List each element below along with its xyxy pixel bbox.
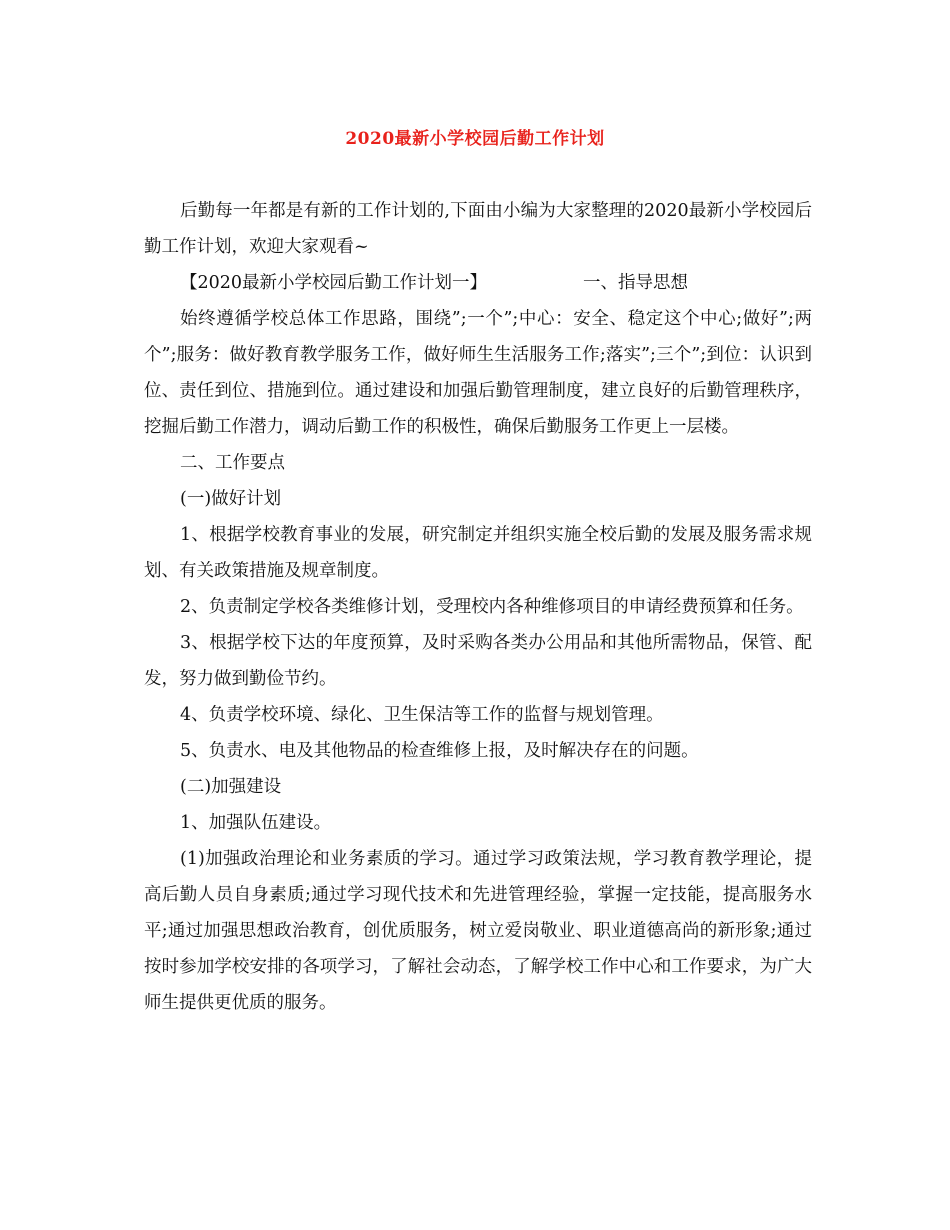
- plan-item-3: 3、根据学校下达的年度预算，及时采购各类办公用品和其他所需物品，保管、配发，努力做到勤俭节约。: [144, 633, 812, 689]
- guiding-thought-heading: 一、指导思想: [583, 273, 689, 293]
- work-points-heading: 二、工作要点: [180, 453, 285, 473]
- document-body: [144, 193, 812, 1021]
- plan-subheading: (一)做好计划: [180, 489, 282, 509]
- document-title: 2020最新小学校园后勤工作计划: [345, 129, 605, 149]
- construction-subheading: (二)加强建设: [180, 777, 282, 797]
- intro-paragraph: 后勤每一年都是有新的工作计划的,下面由小编为大家整理的2020最新小学校园后勤工作计划，欢迎大家观看~: [144, 201, 812, 257]
- construction-item-1: 1、加强队伍建设。: [180, 813, 332, 833]
- plan-item-1: 1、根据学校教育事业的发展，研究制定并组织实施全校后勤的发展及服务需求规划、有关政策措施及规章制度。: [144, 525, 812, 581]
- construction-item-1-detail: (1)加强政治理论和业务素质的学习。通过学习政策法规，学习教育教学理论，提高后勤人员自身素质;通过学习现代技术和先进管理经验，掌握一定技能，提高服务水平;通过加强思想政治教育，创优质服务，树立爱岗敬业、职业道德高尚的新形象;通过按时参加学校安排的各项学习，了解社会动态，了解学校工作中心和工作要求，为广大师生提供更优质的服务。: [144, 849, 812, 1013]
- guiding-thought-paragraph: 始终遵循学校总体工作思路，围绕”;一个”;中心：安全、稳定这个中心;做好”;两个”;服务：做好教育教学服务工作，做好师生生活服务工作;落实”;三个”;到位：认识到位、责任到位、措施到位。通过建设和加强后勤管理制度，建立良好的后勤管理秩序，挖掘后勤工作潜力，调动后勤工作的积极性，确保后勤服务工作更上一层楼。: [144, 309, 812, 437]
- plan-item-4: 4、负责学校环境、绿化、卫生保洁等工作的监督与规划管理。: [180, 705, 664, 725]
- section-heading-line: [144, 265, 812, 301]
- plan-item-5: 5、负责水、电及其他物品的检查维修上报，及时解决存在的问题。: [180, 741, 699, 761]
- section-heading: 【2020最新小学校园后勤工作计划一】: [180, 273, 488, 293]
- plan-item-2: 2、负责制定学校各类维修计划，受理校内各种维修项目的申请经费预算和任务。: [180, 597, 804, 617]
